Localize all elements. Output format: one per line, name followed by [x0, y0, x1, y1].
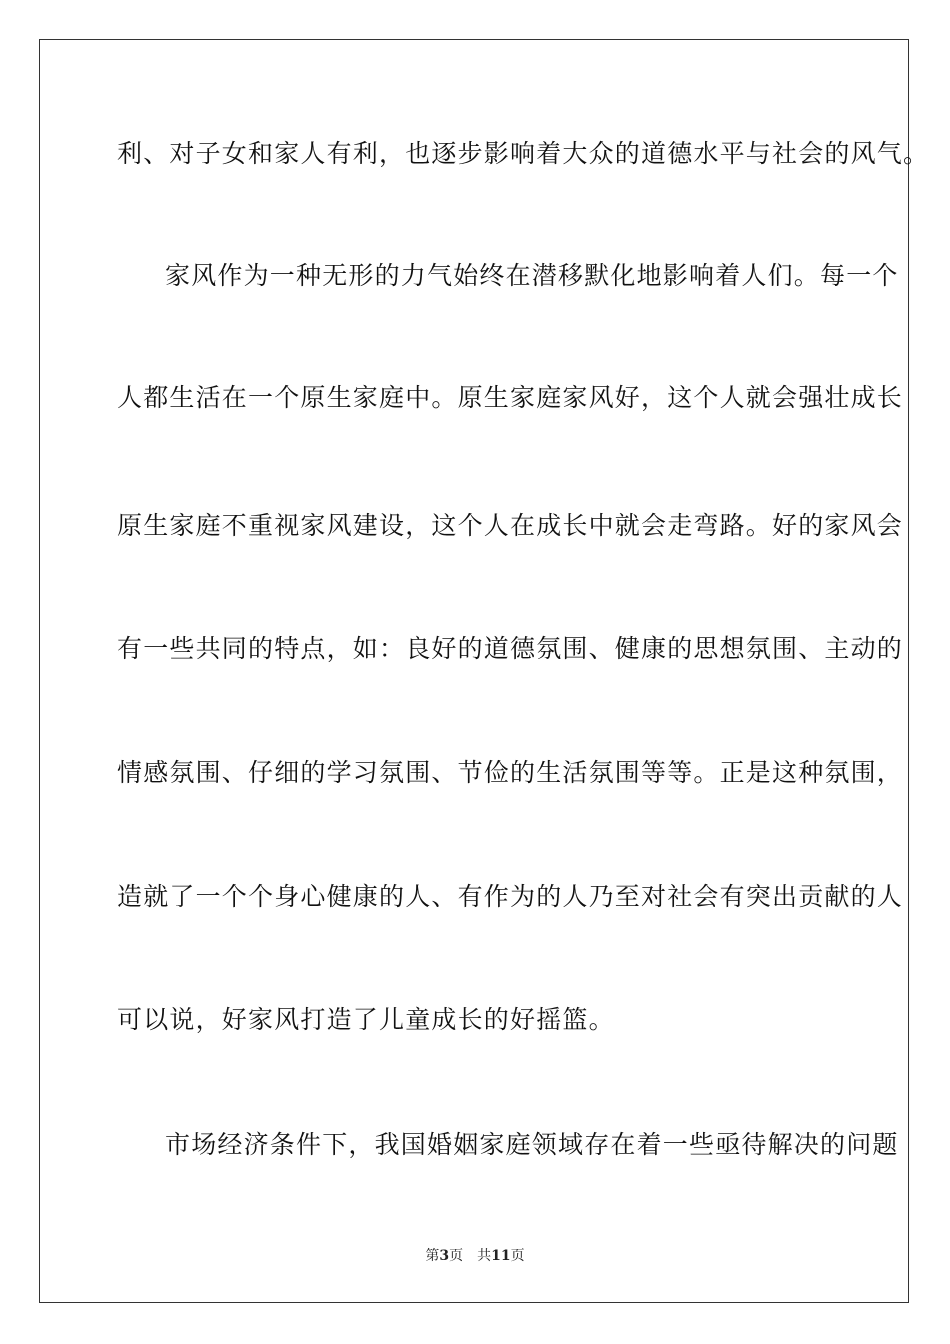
text-line-1: 利、对子女和家人有利，也逐步影响着大众的道德水平与社会的风气。: [117, 139, 930, 168]
text-line-8: 可以说，好家风打造了儿童成长的好摇篮。: [117, 1005, 615, 1034]
text-line-5: 有一些共同的特点，如：良好的道德氛围、健康的思想氛围、主动的: [117, 634, 904, 663]
text-line-7: 造就了一个个身心健康的人、有作为的人乃至对社会有突出贡献的人: [117, 882, 904, 911]
page-footer: [0, 1247, 950, 1265]
total-prefix: 共: [477, 1248, 492, 1264]
page-suffix: 页: [449, 1248, 464, 1264]
page-border: [39, 39, 930, 1303]
text-line-3: 人都生活在一个原生家庭中。原生家庭家风好，这个人就会强壮成长: [117, 383, 904, 412]
total-pages: 11: [491, 1248, 511, 1264]
page-number: 3: [439, 1248, 450, 1264]
text-line-2: 家风作为一种无形的力气始终在潜移默化地影响着人们。每一个: [165, 261, 899, 290]
text-line-4: 原生家庭不重视家风建设，这个人在成长中就会走弯路。好的家风会: [117, 511, 904, 540]
page-prefix: 第: [425, 1248, 440, 1264]
total-suffix: 页: [510, 1248, 525, 1264]
text-line-9: 市场经济条件下，我国婚姻家庭领域存在着一些亟待解决的问题: [165, 1130, 899, 1159]
text-line-6: 情感氛围、仔细的学习氛围、节俭的生活氛围等等。正是这种氛围，: [117, 758, 904, 787]
